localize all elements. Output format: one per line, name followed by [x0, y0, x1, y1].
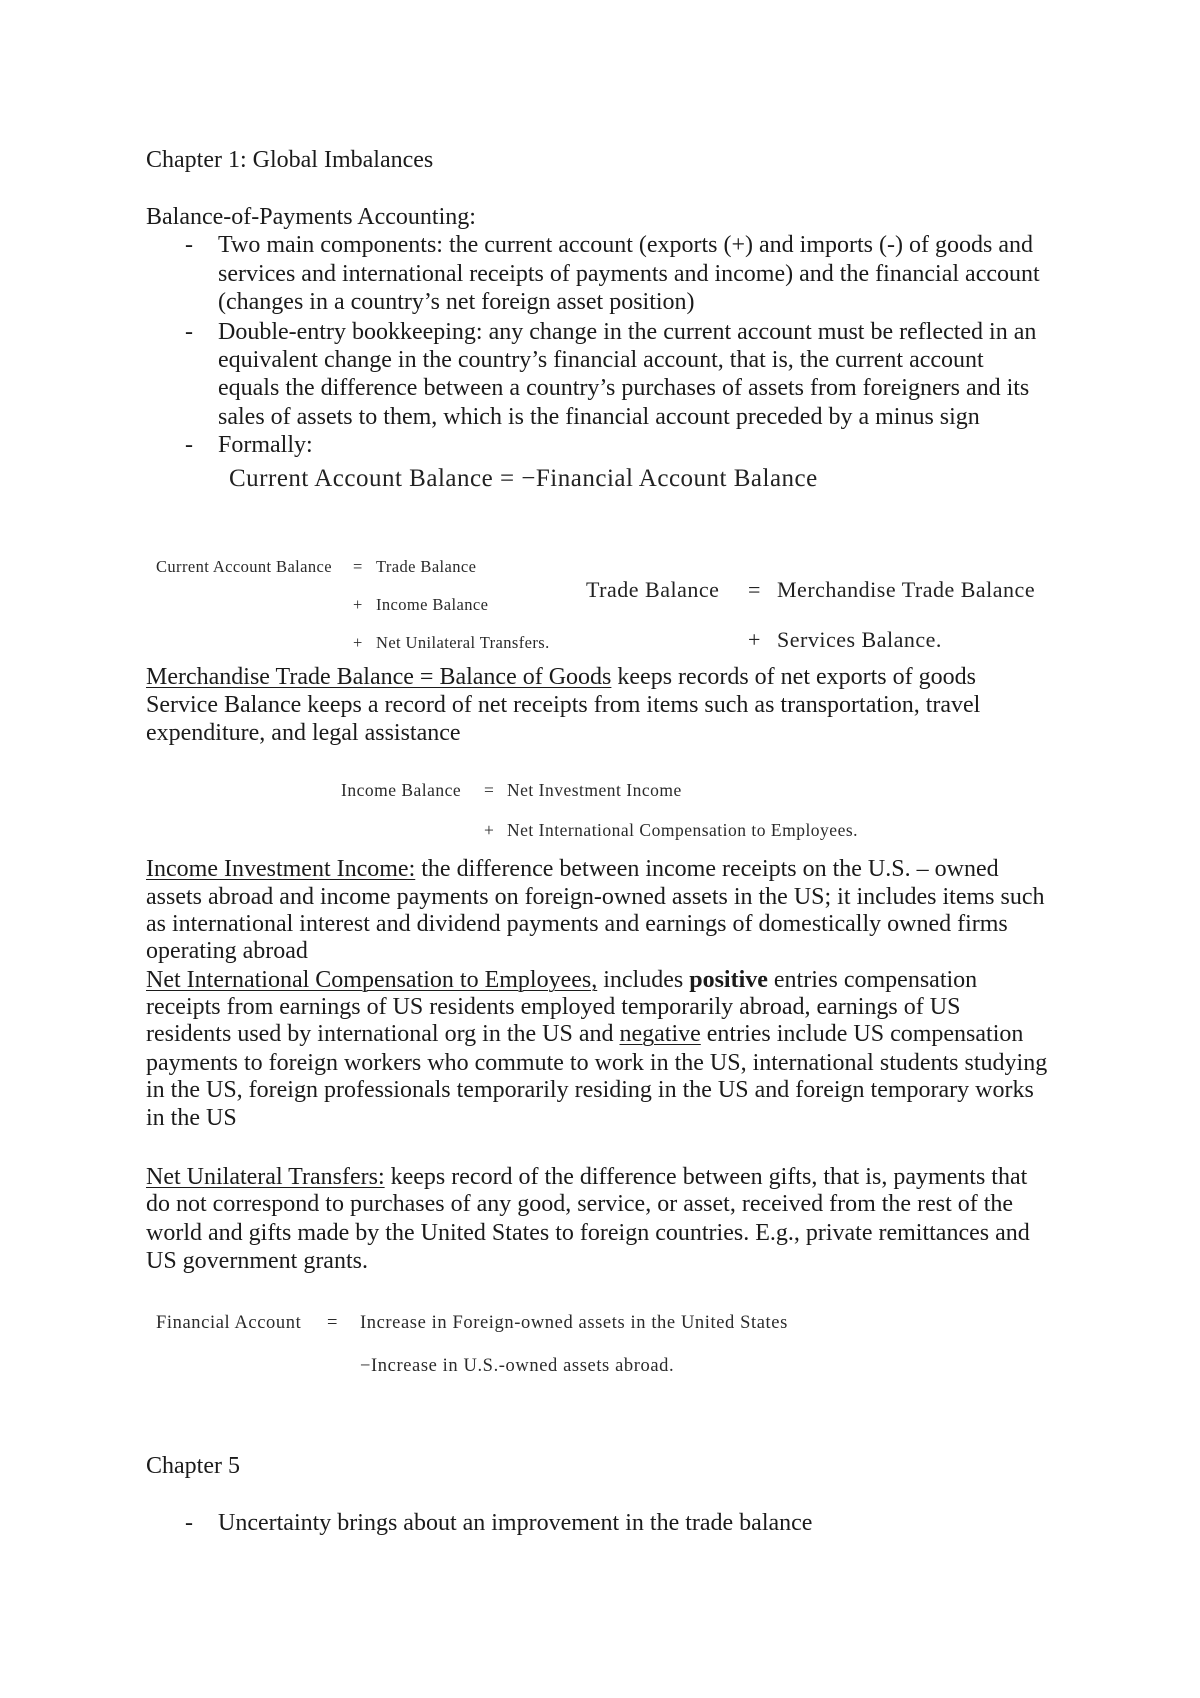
section-heading: Balance-of-Payments Accounting: [146, 204, 476, 230]
bullet-text-line: equals the difference between a country’s purchases of assets from foreigners and its [218, 375, 1030, 401]
definition-text: the difference between income receipts on the U.S. – owned [421, 856, 999, 882]
equation-operator: = [327, 1313, 339, 1333]
defined-term: Income Investment Income: [146, 856, 416, 882]
paragraph-line: world and gifts made by the United States to foreign countries. E.g., private remittances and [146, 1220, 1030, 1246]
definition-line [146, 663, 976, 691]
paragraph-line [146, 855, 999, 883]
equation-term: Increase in Foreign-owned assets in the United States [360, 1313, 788, 1333]
bullet-text-line: Two main components: the current account (exports (+) and imports (-) of goods and [218, 232, 1033, 258]
equation-operator: + [353, 633, 363, 652]
equation-term: Trade Balance [376, 557, 477, 576]
equation-lhs: Trade Balance [586, 577, 720, 602]
emphasis-negative: negative [619, 1021, 701, 1047]
paragraph-line [146, 1163, 1027, 1191]
equation-lhs: Financial Account [156, 1313, 302, 1333]
bullet-text-line: services and international receipts of payments and income) and the financial account [218, 261, 1040, 287]
paragraph-line: operating abroad [146, 938, 308, 964]
equation-term: Merchandise Trade Balance [777, 577, 1036, 602]
equation-operator: = [484, 780, 495, 800]
bullet-text-line: sales of assets to them, which is the financial account preceded by a minus sign [218, 404, 980, 430]
equation-term: Services Balance. [777, 627, 942, 652]
paragraph-line: do not correspond to purchases of any good, service, or asset, received from the rest of the [146, 1191, 1014, 1217]
equation-operator: + [484, 820, 495, 840]
equation-term: Net International Compensation to Employees. [507, 820, 859, 840]
equation-term: Net Unilateral Transfers. [376, 633, 550, 652]
equation-operator: + [748, 627, 761, 652]
paragraph-line [146, 966, 977, 994]
paragraph-line: in the US, foreign professionals temporarily residing in the US and foreign temporary works [146, 1077, 1034, 1103]
equation-term: Net Investment Income [507, 780, 682, 800]
definition-text: includes [603, 967, 684, 993]
bullet-marker: - [185, 432, 193, 458]
equation-term: Income Balance [376, 595, 489, 614]
definition-text: entries compensation [773, 967, 978, 993]
definition-text: keeps records of net exports of goods [617, 664, 976, 690]
emphasis-positive: positive [689, 967, 768, 993]
paragraph-line: as international interest and dividend payments and earnings of domestically owned firms [146, 911, 1008, 937]
definition-text: entries include US compensation [706, 1021, 1024, 1047]
paragraph-line: payments to foreign workers who commute to work in the US, international students studying [146, 1050, 1048, 1076]
equation-operator: = [748, 577, 761, 602]
paragraph-line: in the US [146, 1105, 237, 1131]
chapter-1-title: Chapter 1: Global Imbalances [146, 147, 434, 173]
paragraph-line: assets abroad and income payments on foreign-owned assets in the US; it includes items such [146, 884, 1045, 910]
paragraph-line: US government grants. [146, 1248, 368, 1274]
defined-term: Merchandise Trade Balance = Balance of Goods [146, 664, 612, 690]
bullet-text-line: Uncertainty brings about an improvement in the trade balance [218, 1510, 813, 1536]
formula-current-vs-financial [229, 464, 818, 494]
formula-rhs: −Financial Account Balance [521, 465, 818, 492]
bullet-marker: - [185, 232, 193, 258]
equation-operator: + [353, 595, 363, 614]
bullet-text-line: (changes in a country’s net foreign asset position) [218, 289, 695, 315]
bullet-marker: - [185, 1510, 193, 1536]
formula-lhs: Current Account Balance [229, 465, 494, 492]
equation-lhs: Current Account Balance [156, 557, 332, 576]
defined-term: Net International Compensation to Employees, [146, 967, 598, 993]
chapter-5-title: Chapter 5 [146, 1453, 240, 1479]
definition-text: keeps record of the difference between gifts, that is, payments that [390, 1164, 1028, 1190]
defined-term: Net Unilateral Transfers: [146, 1164, 385, 1190]
bullet-marker: - [185, 319, 193, 345]
formula-operator: = [499, 465, 515, 492]
paragraph-line: receipts from earnings of US residents employed temporarily abroad, earnings of US [146, 994, 961, 1020]
equation-term: −Increase in U.S.-owned assets abroad. [360, 1356, 675, 1376]
definition-line: expenditure, and legal assistance [146, 720, 461, 746]
equation-lhs: Income Balance [341, 780, 462, 800]
definition-line: Service Balance keeps a record of net receipts from items such as transportation, travel [146, 692, 981, 718]
definition-text: residents used by international org in the US and [146, 1021, 614, 1047]
bullet-text-line: Formally: [218, 432, 313, 458]
bullet-text-line: Double-entry bookkeeping: any change in the current account must be reflected in an [218, 319, 1037, 345]
equation-operator: = [353, 557, 363, 576]
paragraph-line [146, 1020, 1023, 1048]
bullet-text-line: equivalent change in the country’s financial account, that is, the current account [218, 347, 984, 373]
